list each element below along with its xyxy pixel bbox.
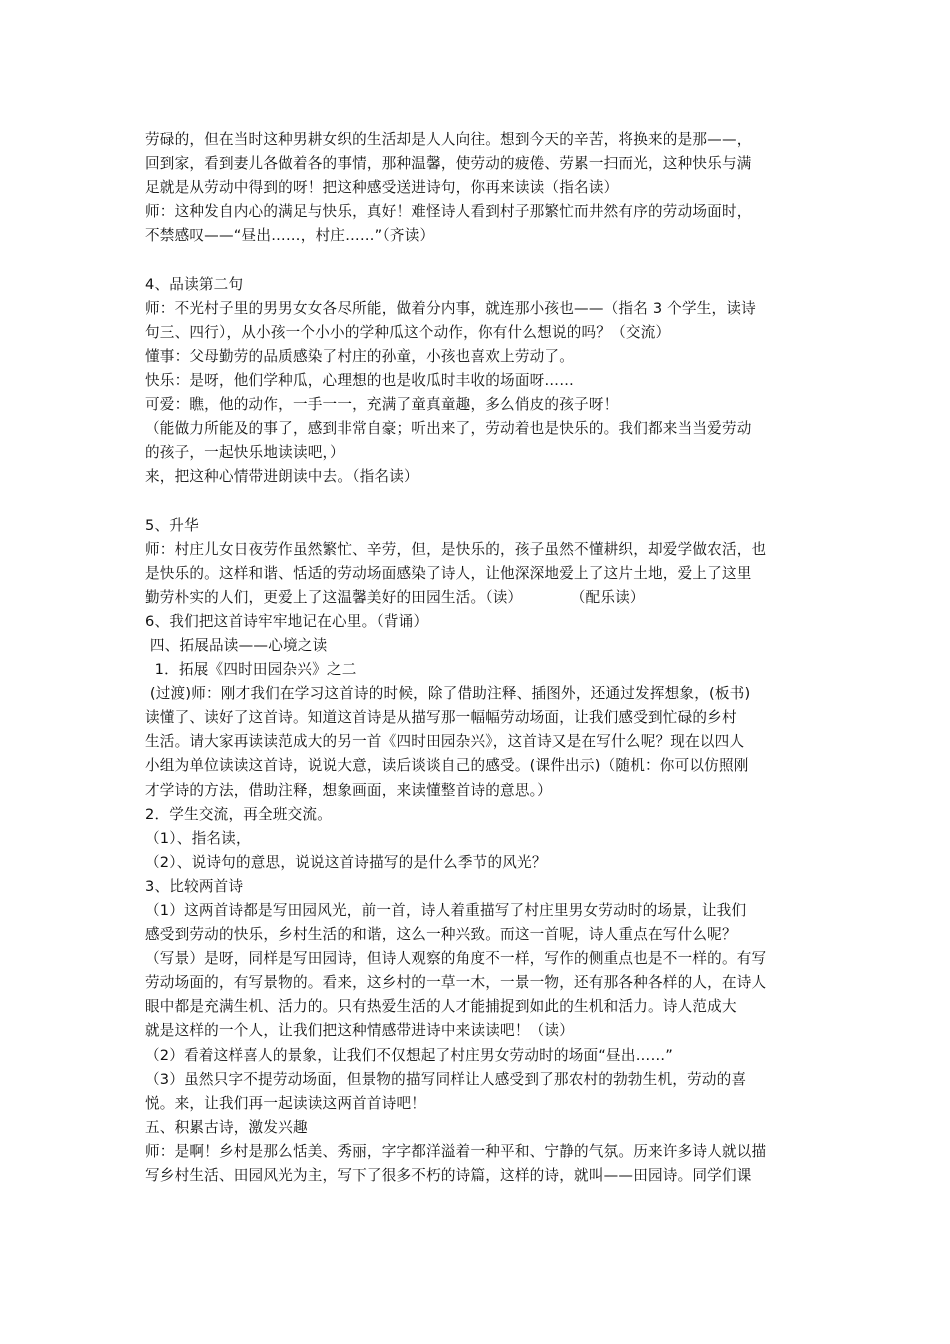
text-line: 劳碌的，但在当时这种男耕女织的生活却是人人向往。想到今天的辛苦，将换来的是那——， [145,131,752,148]
text-line: 写乡村生活、田园风光为主，写下了很多不朽的诗篇，这样的诗，就叫——田园诗。同学们课 [145,1167,752,1185]
section-heading: 6、我们把这首诗牢牢地记在心里。（背诵） [145,612,429,630]
text-line: 懂事：父母勤劳的品质感染了村庄的孙童，小孩也喜欢上劳动了。 [145,347,575,365]
section-heading: 2．学生交流，再全班交流。 [145,805,333,823]
text-line: 就是这样的一个人，让我们把这种情感带进诗中来读读吧！（读） [145,1022,575,1040]
text-line: 可爱：瞧，他的动作，一手一一，充满了童真童趣，多么俏皮的孩子呀！ [145,396,619,414]
text-line: 眼中都是充满生机、活力的。只有热爱生活的人才能捕捉到如此的生机和活力。诗人范成大 [145,998,737,1016]
text-line: 足就是从劳动中得到的呀！把这种感受送进诗句，你再来读读（指名读） [145,179,619,197]
text-line: 才学诗的方法，借助注释，想象画面，来读懂整首诗的意思。） [145,781,552,799]
text-line: 生活。请大家再读读范成大的另一首《四时田园杂兴》，这首诗又是在写什么呢？现在以四人 [145,733,745,751]
blank-line [145,489,825,513]
text-line: （2）、说诗句的意思，说说这首诗描写的是什么季节的风光？ [145,853,547,871]
document-body [145,128,825,1188]
text-line: 师：不光村子里的男男女女各尽所能，做着分内事，就连那小孩也——（指名 3 个学生，读诗 [145,299,756,317]
section-heading: 3、比较两首诗 [145,877,244,895]
text-line: 劳动场面的，有写景物的。看来，这乡村的一草一木，一景一物，还有那各种各样的人，在诗人 [145,974,767,992]
text-line: （2）看着这样喜人的景象，让我们不仅想起了村庄男女劳动时的场面“昼出……” [145,1046,673,1064]
text-line: （3）虽然只字不提劳动场面，但景物的描写同样让人感受到了那农村的勃勃生机，劳动的喜 [145,1070,747,1088]
text-line: 不禁感叹——“昼出……，村庄……”（齐读） [145,227,435,245]
section-heading: 1．拓展《四时田园杂兴》之二 [145,661,357,679]
text-line: 师：是啊！乡村是那么恬美、秀丽，字字都洋溢着一种平和、宁静的气氛。历来许多诗人就以描 [145,1142,767,1160]
text-line: (过渡)师：刚才我们在学习这首诗的时候，除了借助注释、插图外，还通过发挥想象，(板书) [145,685,751,703]
text-line: 的孩子，一起快乐地读读吧，） [145,444,345,462]
text-line: 师：村庄儿女日夜劳作虽然繁忙、辛劳，但，是快乐的，孩子虽然不懂耕织，却爱学做农活，也 [145,540,767,558]
text-line: （1）、指名读， [145,829,251,847]
section-heading: 五、积累古诗，激发兴趣 [145,1118,308,1136]
blank-line [145,248,825,272]
text-line: 勤劳朴实的人们，更爱上了这温馨美好的田园生活。（读） （配乐读） [145,588,645,606]
text-line: 读懂了、读好了这首诗。知道这首诗是从描写那一幅幅劳动场面，让我们感受到忙碌的乡村 [145,709,737,727]
text-line: 小组为单位读读这首诗，说说大意，读后谈谈自己的感受。(课件出示)（随机：你可以仿照刚 [145,757,749,775]
text-line: （1）这两首诗都是写田园风光，前一首，诗人着重描写了村庄里男女劳动时的场景，让我们 [145,902,747,919]
text-line: 来，把这种心情带进朗读中去。（指名读） [145,468,419,486]
text-line: 句三、四行），从小孩一个小小的学种瓜这个动作，你有什么想说的吗？（交流） [145,323,671,341]
text-line: 师：这种发自内心的满足与快乐，真好！难怪诗人看到村子那繁忙而井然有序的劳动场面时， [145,203,752,221]
section-heading: 4、品读第二句 [145,275,244,293]
text-line: 感受到劳动的快乐，乡村生活的和谐，这么一种兴致。而这一首呢，诗人重点在写什么呢？ [145,926,737,944]
text-line: 悦。来，让我们再一起读读这两首首诗吧！ [145,1094,427,1112]
text-line: 回到家，看到妻儿各做着各的事情，那种温馨，使劳动的疲倦、劳累一扫而光，这种快乐与满 [145,155,752,173]
text-line: （写景）是呀，同样是写田园诗，但诗人观察的角度不一样，写作的侧重点也是不一样的。有写 [145,950,767,968]
section-heading: 5、升华 [145,516,199,534]
text-line: （能做力所能及的事了，感到非常自豪；听出来了，劳动着也是快乐的。我们都来当当爱劳动 [145,420,752,438]
text-line: 是快乐的。这样和谐、恬适的劳动场面感染了诗人，让他深深地爱上了这片土地，爱上了这里 [145,564,752,582]
text-line: 快乐：是呀，他们学种瓜，心理想的也是收瓜时丰收的场面呀…… [145,371,575,389]
section-heading: 四、拓展品读——心境之读 [145,636,328,654]
